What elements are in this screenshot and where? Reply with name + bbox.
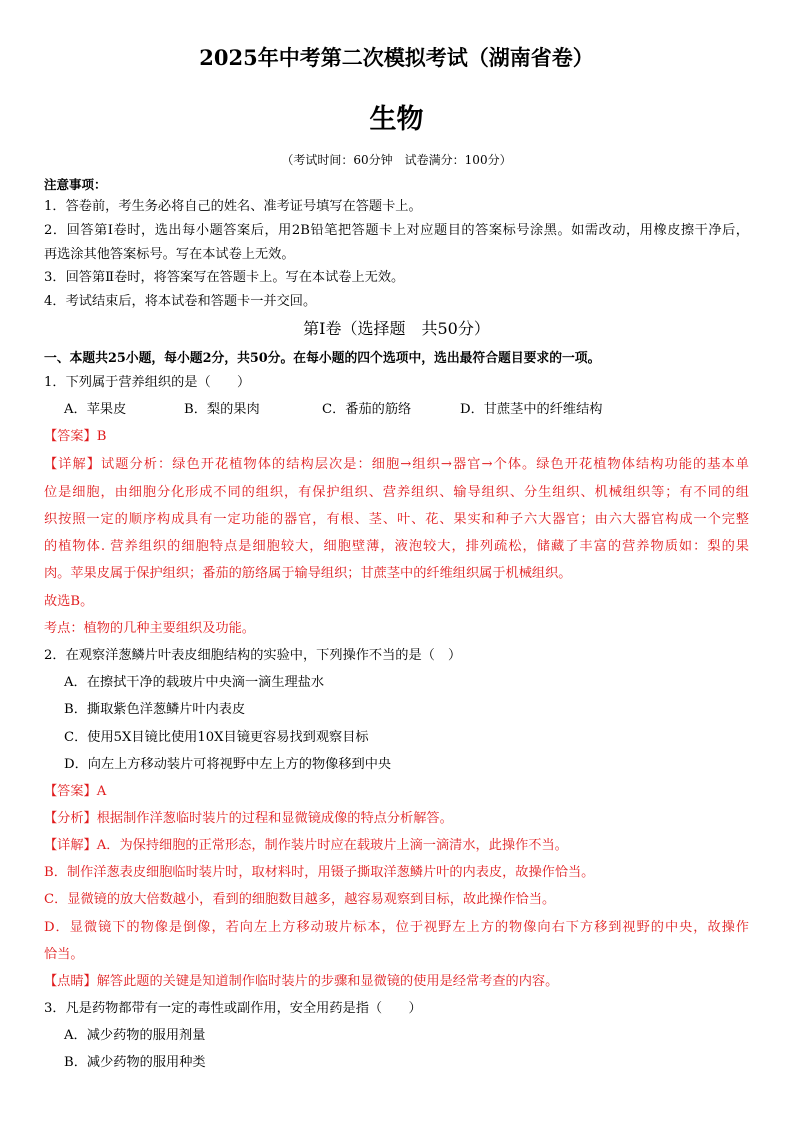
note-item: 1．答卷前，考生务必将自己的姓名、准考证号填写在答题卡上。	[44, 199, 422, 214]
notes-heading: 注意事项：	[44, 177, 107, 192]
question-2-comment: 【点睛】解答此题的关键是知道制作临时装片的步骤和显微镜的使用是经常考查的内容。	[44, 974, 559, 989]
question-2-option-b: B．撕取紫色洋葱鳞片叶内表皮	[64, 702, 246, 717]
section-title: 第Ⅰ卷（选择题 共50分）	[303, 319, 490, 338]
question-1-detail: 的植物体. 营养组织的细胞特点是细胞较大，细胞壁薄，液泡较大，排列疏松，储藏了丰富的营养物质如：梨的果	[44, 539, 749, 554]
question-3-stem: 3．凡是药物都带有一定的毒性或副作用，安全用药是指（ ）	[44, 1001, 422, 1016]
exam-title: 2025年中考第二次模拟考试（湖南省卷）	[199, 45, 594, 70]
question-2-detail: C．显微镜的放大倍数越小，看到的细胞数目越多，越容易观察到目标，故此操作恰当。	[44, 892, 556, 907]
question-1-stem: 1．下列属于营养组织的是（ ）	[44, 375, 251, 390]
question-1-choice: 故选B。	[44, 594, 94, 609]
question-1-detail: 位是细胞，由细胞分化形成不同的组织，有保护组织、营养组织、输导组织、分生组织、机械组织等；有不同的组	[44, 485, 749, 500]
question-2-detail: B．制作洋葱表皮细胞临时装片时，取材料时，用镊子撕取洋葱鳞片叶的内表皮，故操作恰当。	[44, 865, 595, 880]
section-instruction: 一、本题共25小题，每小题2分，共50分。在每小题的四个选项中，选出最符合题目要求的一项。	[44, 351, 601, 366]
question-1-detail: 肉。苹果皮属于保护组织；番茄的筋络属于输导组织；甘蔗茎中的纤维组织属于机械组织。	[44, 566, 572, 581]
note-item: 2．回答第Ⅰ卷时，选出每小题答案后，用2B铅笔把答题卡上对应题目的答案标号涂黑。如需改动，用橡皮擦干净后，	[44, 223, 749, 238]
subject-title: 生物	[369, 104, 424, 135]
question-1-answer: 【答案】B	[44, 429, 107, 444]
question-1-option-d: D．甘蔗茎中的纤维结构	[460, 402, 603, 417]
question-2-detail: D．显微镜下的物像是倒像，若向左上方移动玻片标本，位于视野左上方的物像向右下方移到视野的中央，故操作	[44, 920, 749, 935]
question-2-answer: 【答案】A	[44, 784, 107, 799]
question-3-option-b: B．减少药物的服用种类	[64, 1055, 206, 1070]
question-1-detail: 织按照一定的顺序构成具有一定功能的器官，有根、茎、叶、花、果实和种子六大器官；由六大器官构成一个完整	[44, 512, 749, 527]
question-2-stem: 2．在观察洋葱鳞片叶表皮细胞结构的实验中，下列操作不当的是（ ）	[44, 648, 462, 663]
question-1-option-a: A．苹果皮	[64, 402, 127, 417]
question-1-point: 考点：植物的几种主要组织及功能。	[44, 621, 255, 636]
exam-info: （考试时间：60分钟 试卷满分：100分）	[281, 153, 512, 167]
question-2-option-d: D．向左上方移动装片可将视野中左上方的物像移到中央	[64, 757, 392, 772]
question-2-analysis: 【分析】根据制作洋葱临时装片的过程和显微镜成像的特点分析解答。	[44, 811, 453, 826]
note-item: 3．回答第Ⅱ卷时，将答案写在答题卡上。写在本试卷上无效。	[44, 270, 405, 285]
question-1-option-c: C．番茄的筋络	[322, 402, 412, 417]
note-item: 4．考试结束后，将本试卷和答题卡一并交回。	[44, 294, 317, 309]
question-2-option-c: C．使用5X目镜比使用10X目镜更容易找到观察目标	[64, 730, 369, 745]
note-item: 再选涂其他答案标号。写在本试卷上无效。	[44, 247, 295, 262]
question-3-option-a: A．减少药物的服用剂量	[64, 1028, 206, 1043]
question-2-detail: 恰当。	[44, 947, 84, 962]
question-1-option-b: B．梨的果肉	[184, 402, 260, 417]
question-2-option-a: A．在擦拭干净的载玻片中央滴一滴生理盐水	[64, 675, 325, 690]
question-1-detail: 【详解】试题分析：绿色开花植物体的结构层次是：细胞→组织→器官→个体。绿色开花植物体结构功能的基本单	[44, 457, 749, 472]
question-2-detail: 【详解】A．为保持细胞的正常形态，制作装片时应在载玻片上滴一滴清水，此操作不当。	[44, 838, 568, 853]
